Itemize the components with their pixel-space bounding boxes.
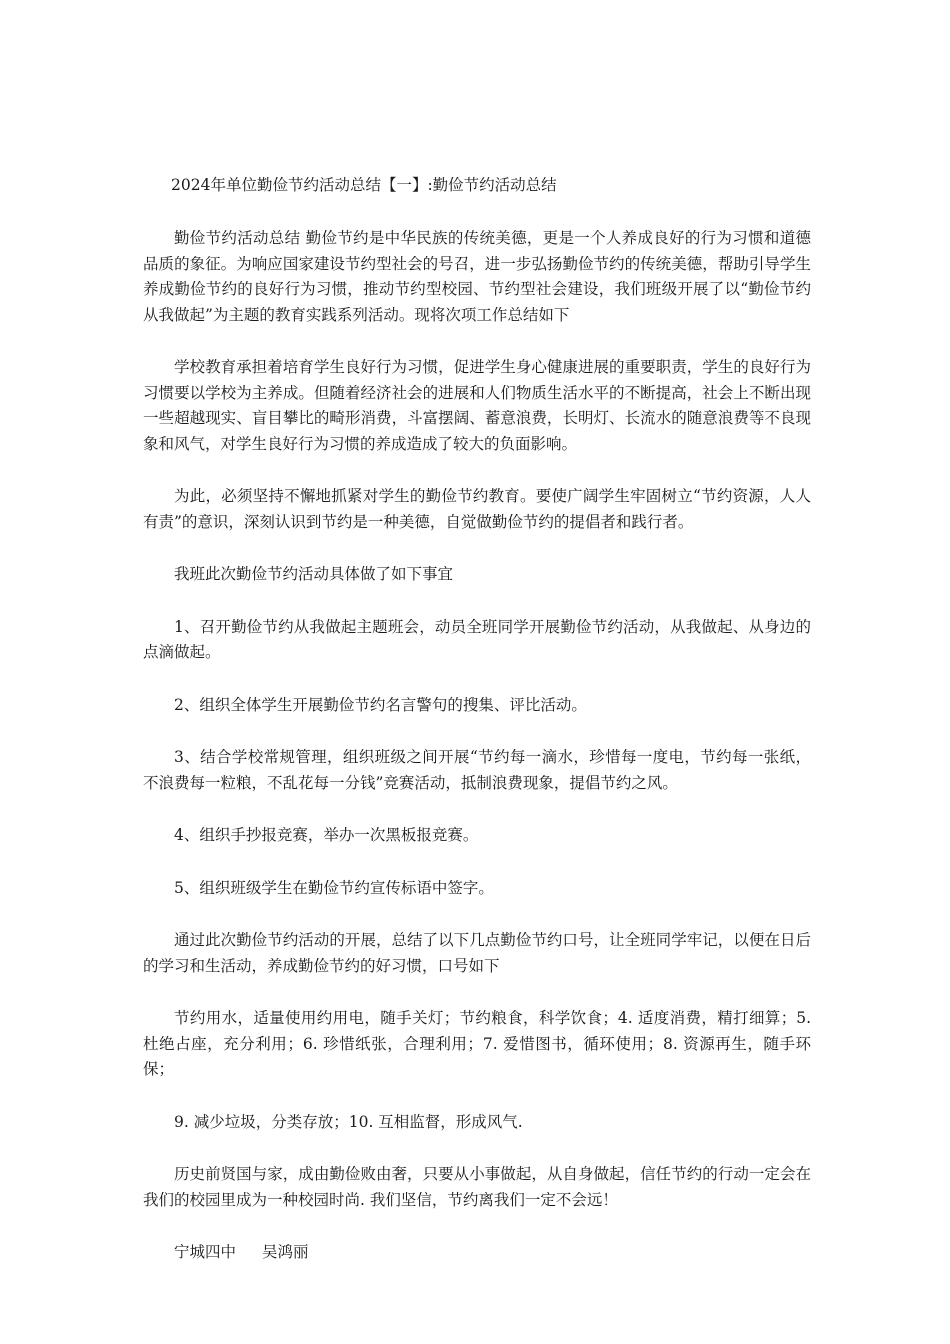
paragraph-slogans-intro: 通过此次勤俭节约活动的开展，总结了以下几点勤俭节约口号，让全班同学牢记，以便在日后的学习和生活动，养成勤俭节约的好习惯，口号如下 (143, 931, 811, 975)
document-title: 2024年单位勤俭节约活动总结【一】:勤俭节约活动总结 (171, 176, 557, 194)
paragraph-background: 学校教育承担着培育学生良好行为习惯，促进学生身心健康进展的重要职责，学生的良好行为习惯要以学校为主养成。但随着经济社会的进展和人们物质生活水平的不断提高，社会上不断出现一些超越现实、盲目攀比的畸形消费，斗富摆阔、蓄意浪费，长明灯、长流水的随意浪费等不良现象和风气，对学生良好行为习惯的养成造成了较大的负面影响。 (143, 358, 811, 453)
list-item-1: 1、召开勤俭节约从我做起主题班会，动员全班同学开展勤俭节约活动，从我做起、从身边的点滴做起。 (143, 617, 811, 661)
paragraph-intro: 勤俭节约活动总结 勤俭节约是中华民族的传统美德，更是一个人养成良好的行为习惯和道德品质的象征。为响应国家建设节约型社会的号召，进一步弘扬勤俭节约的传统美德，帮助引导学生养成勤俭节约的良好行为习惯，推动节约型校园、节约型社会建设，我们班级开展了以“勤俭节约从我做起”为主题的教育实践系列活动。现将次项工作总结如下 (143, 229, 811, 324)
signature-author: 吴鸿丽 (262, 1243, 309, 1261)
list-item-4: 4、组织手抄报竞赛，举办一次黑板报竞赛。 (174, 826, 479, 844)
list-item-5: 5、组织班级学生在勤俭节约宣传标语中签字。 (174, 878, 494, 897)
paragraph-slogans: 节约用水，适量使用约用电，随手关灯；节约粮食，科学饮食；4. 适度消费，精打细算；5. 杜绝占座，充分利用；6. 珍惜纸张，合理利用；7. 爱惜图书，循环使用；8. 资源再生，随手环保； (143, 1009, 811, 1078)
paragraph-slogans-end: 9. 减少垃圾，分类存放；10. 互相监督，形成风气. (174, 1112, 523, 1131)
signature (143, 1240, 811, 1266)
signature-school: 宁城四中 (174, 1243, 237, 1261)
paragraph-purpose: 为此，必须坚持不懈地抓紧对学生的勤俭节约教育。要使广阔学生牢固树立“节约资源，人人有责”的意识，深刻认识到节约是一种美德，自觉做勤俭节约的提倡者和践行者。 (143, 487, 811, 531)
paragraph-conclusion: 历史前贤国与家，成由勤俭败由奢，只要从小事做起，从自身做起，信任节约的行动一定会在我们的校园里成为一种校园时尚. 我们坚信，节约离我们一定不会远！ (143, 1165, 811, 1209)
list-item-2: 2、组织全体学生开展勤俭节约名言警句的搜集、评比活动。 (174, 695, 587, 714)
paragraph-activities-heading: 我班此次勤俭节约活动具体做了如下事宜 (174, 565, 454, 583)
list-item-3: 3、结合学校常规管理，组织班级之间开展“节约每一滴水，珍惜每一度电，节约每一张纸，不浪费每一粒粮，不乱花每一分钱”竞赛活动，抵制浪费现象，提倡节约之风。 (143, 748, 811, 792)
document-page (143, 171, 811, 1266)
